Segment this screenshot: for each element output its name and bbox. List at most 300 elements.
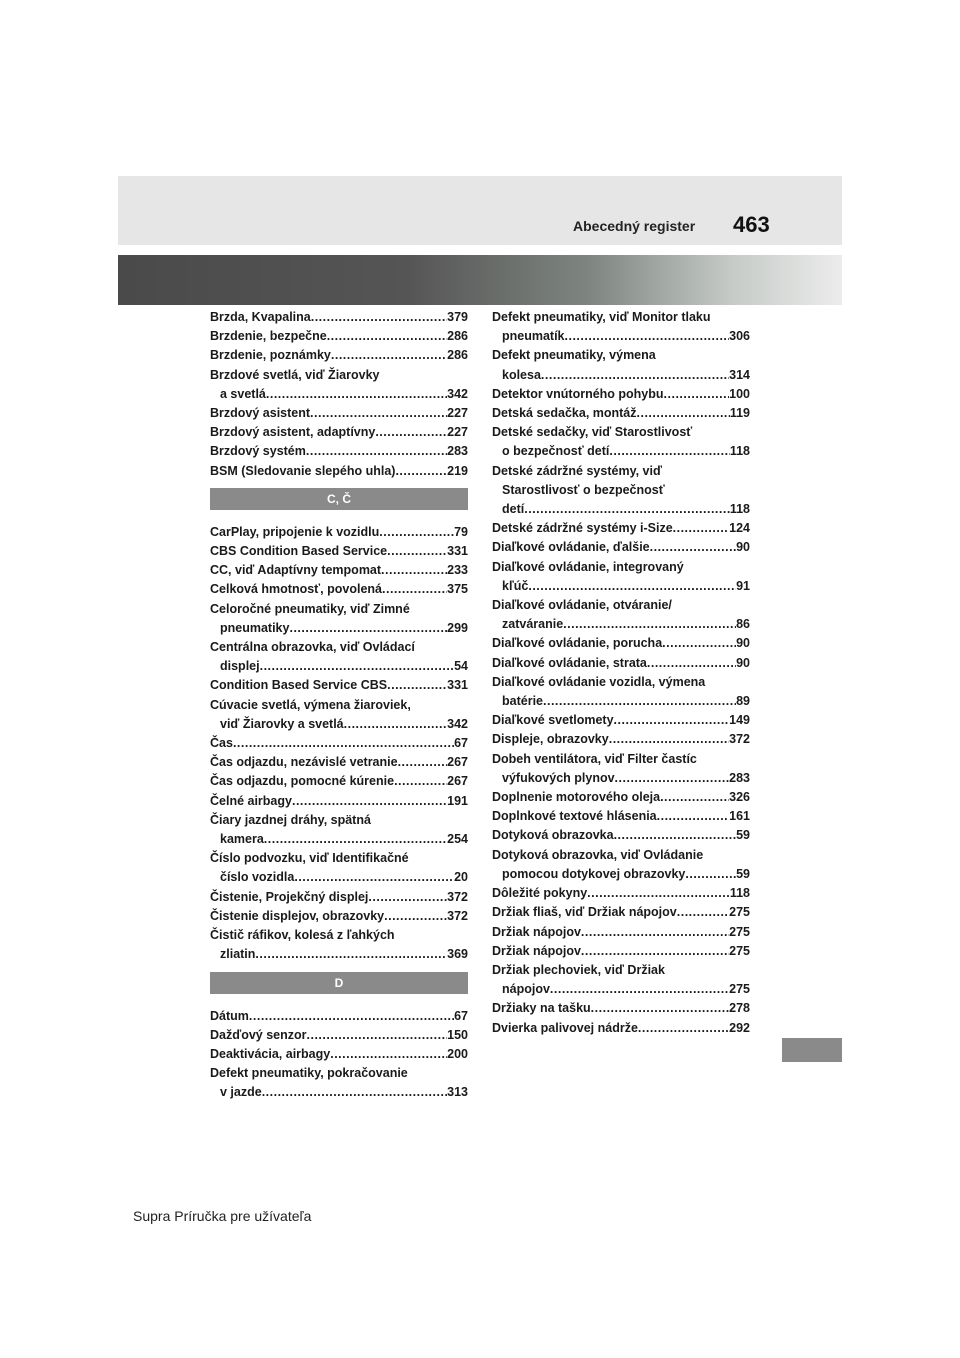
index-entry bbox=[210, 888, 468, 907]
index-entry-line bbox=[210, 561, 468, 580]
index-entry-line bbox=[492, 711, 750, 730]
index-entry-term: displej bbox=[220, 659, 260, 674]
index-entry-line bbox=[210, 811, 468, 830]
index-entry-term: číslo vozidla bbox=[220, 870, 295, 885]
index-entry-line bbox=[492, 1019, 750, 1038]
index-entry bbox=[492, 961, 750, 999]
index-entry-line bbox=[210, 1026, 468, 1045]
index-entry-term: Čiary jazdnej dráhy, spätná bbox=[210, 812, 371, 827]
dot-leader bbox=[524, 500, 730, 519]
index-entry bbox=[210, 366, 468, 404]
index-entry-line bbox=[210, 1045, 468, 1064]
dot-leader bbox=[382, 580, 447, 599]
index-page-ref: 369 bbox=[447, 947, 468, 962]
index-entry-term: viď Žiarovky a svetlá bbox=[220, 716, 344, 731]
index-entry-term: Čistenie displejov, obrazovky bbox=[210, 908, 385, 923]
index-entry bbox=[210, 734, 468, 753]
index-entry-term: pomocou dotykovej obrazovky bbox=[502, 866, 686, 881]
index-entry bbox=[492, 903, 750, 922]
dot-leader bbox=[673, 519, 730, 538]
index-entry bbox=[492, 884, 750, 903]
dot-leader bbox=[563, 615, 736, 634]
index-entry-term: Detská sedačka, montáž bbox=[492, 406, 637, 421]
index-entry bbox=[492, 462, 750, 520]
dot-leader bbox=[543, 692, 736, 711]
index-entry-continuation bbox=[492, 366, 750, 385]
index-entry-line bbox=[492, 884, 750, 903]
index-entry bbox=[210, 442, 468, 461]
index-entry-term: CBS Condition Based Service bbox=[210, 544, 388, 559]
index-page-ref: 149 bbox=[729, 713, 750, 728]
index-entry-term: Diaľkové ovládanie, ďalšie bbox=[492, 540, 650, 555]
index-entry-term: Čelné airbagy bbox=[210, 793, 292, 808]
index-entry-term: Držiaky na tašku bbox=[492, 1001, 591, 1016]
index-entry-term: CC, viď Adaptívny tempomat bbox=[210, 563, 382, 578]
dot-leader bbox=[375, 423, 447, 442]
index-entry bbox=[210, 580, 468, 599]
index-entry-term: Cúvacie svetlá, výmena žiaroviek, bbox=[210, 697, 411, 712]
index-entry bbox=[210, 1045, 468, 1064]
index-entry bbox=[492, 788, 750, 807]
index-entry bbox=[492, 673, 750, 711]
dot-leader bbox=[330, 1045, 447, 1064]
index-page-ref: 86 bbox=[736, 617, 750, 632]
index-entry-term: Diaľkové ovládanie vozidla, výmena bbox=[492, 674, 706, 689]
index-entry-line bbox=[492, 673, 750, 692]
index-page-ref: 254 bbox=[447, 832, 468, 847]
index-group-d-continued bbox=[492, 308, 750, 1038]
dot-leader bbox=[387, 542, 447, 561]
index-entry bbox=[210, 346, 468, 365]
dot-leader bbox=[609, 730, 729, 749]
index-page-ref: 372 bbox=[447, 908, 468, 923]
index-page-ref: 292 bbox=[729, 1020, 750, 1035]
dot-leader bbox=[306, 442, 447, 461]
section-title: Abecedný register bbox=[573, 218, 696, 234]
index-entry-line bbox=[492, 654, 750, 673]
index-entry-line bbox=[492, 999, 750, 1018]
dot-leader bbox=[662, 634, 736, 653]
index-entry-continuation bbox=[210, 715, 468, 734]
index-entry-line bbox=[492, 404, 750, 423]
page-number: 463 bbox=[733, 212, 770, 237]
dot-leader bbox=[294, 868, 454, 887]
index-entry bbox=[210, 404, 468, 423]
index-page-ref: 161 bbox=[729, 809, 750, 824]
index-entry-line bbox=[210, 753, 468, 772]
index-entry-line bbox=[210, 638, 468, 657]
index-entry-term: Brzdový asistent bbox=[210, 406, 311, 421]
index-entry-term: Diaľkové ovládanie, otváranie/ bbox=[492, 598, 672, 613]
index-entry-line bbox=[492, 730, 750, 749]
index-entry-line bbox=[210, 676, 468, 695]
index-entry-line bbox=[492, 903, 750, 922]
index-entry bbox=[210, 792, 468, 811]
index-page-ref: 267 bbox=[447, 755, 468, 770]
index-entry bbox=[492, 807, 750, 826]
index-entry-term: kolesa bbox=[502, 367, 541, 382]
index-entry-term: Číslo podvozku, viď Identifikačné bbox=[210, 851, 409, 866]
index-entry-term: Diaľkové ovládanie, integrovaný bbox=[492, 559, 684, 574]
index-entry-line bbox=[492, 826, 750, 845]
dot-leader bbox=[331, 346, 447, 365]
index-entry bbox=[210, 423, 468, 442]
index-entry-term: Dôležité pokyny bbox=[492, 886, 588, 901]
index-entry-line bbox=[492, 923, 750, 942]
index-entry-term: Doplnenie motorového oleja bbox=[492, 790, 661, 805]
index-entry-term: Čas odjazdu, nezávislé vetranie bbox=[210, 755, 398, 770]
index-page-ref: 275 bbox=[729, 924, 750, 939]
index-entry bbox=[210, 926, 468, 964]
index-entry-term: Dotyková obrazovka bbox=[492, 828, 614, 843]
index-page-ref: 227 bbox=[447, 406, 468, 421]
index-entry bbox=[492, 711, 750, 730]
index-entry bbox=[210, 696, 468, 734]
index-entry bbox=[492, 385, 750, 404]
index-page-ref: 89 bbox=[736, 694, 750, 709]
dot-leader bbox=[541, 366, 729, 385]
index-page-ref: 59 bbox=[736, 866, 750, 881]
dot-leader bbox=[368, 888, 447, 907]
dot-leader bbox=[395, 462, 447, 481]
index-entry-term: Deaktivácia, airbagy bbox=[210, 1046, 331, 1061]
index-entry-term: Dátum bbox=[210, 1008, 249, 1023]
index-entry bbox=[210, 1007, 468, 1026]
dot-leader bbox=[614, 826, 737, 845]
index-entry-term: batérie bbox=[502, 694, 543, 709]
index-entry-term: Brzdenie, poznámky bbox=[210, 348, 331, 363]
index-entry-continuation bbox=[210, 868, 468, 887]
index-entry-line bbox=[492, 961, 750, 980]
index-entry bbox=[492, 346, 750, 384]
index-entry-term: pneumatík bbox=[502, 329, 565, 344]
index-page-ref: 91 bbox=[736, 578, 750, 593]
dot-leader bbox=[615, 769, 730, 788]
index-entry-term: Diaľkové svetlomety bbox=[492, 713, 614, 728]
index-group-c bbox=[210, 523, 468, 965]
index-entry-term: Brzdenie, bezpečne bbox=[210, 329, 327, 344]
index-entry-term: Doplnkové textové hlásenia bbox=[492, 809, 657, 824]
index-entry bbox=[492, 846, 750, 884]
index-page-ref: 67 bbox=[454, 736, 468, 751]
index-page-ref: 219 bbox=[447, 463, 468, 478]
dot-leader bbox=[581, 923, 729, 942]
index-entry bbox=[492, 558, 750, 596]
decorative-gradient-bar bbox=[118, 255, 842, 305]
index-entry-line bbox=[492, 308, 750, 327]
index-entry bbox=[492, 519, 750, 538]
thumb-tab bbox=[782, 1038, 842, 1062]
index-entry-term: Čistič ráfikov, kolesá z ľahkých bbox=[210, 928, 395, 943]
index-entry-term: Diaľkové ovládanie, strata bbox=[492, 655, 647, 670]
index-entry-line bbox=[492, 942, 750, 961]
index-entry bbox=[210, 753, 468, 772]
index-entry-term: v jazde bbox=[220, 1085, 262, 1100]
index-entry-term: Celková hmotnosť, povolená bbox=[210, 582, 382, 597]
index-entry-term: Detské sedačky, viď Starostlivosť bbox=[492, 425, 693, 440]
index-page-ref: 372 bbox=[447, 889, 468, 904]
index-page-ref: 275 bbox=[729, 905, 750, 920]
index-entry-continuation bbox=[492, 577, 750, 596]
index-entry-line bbox=[492, 807, 750, 826]
index-page-ref: 118 bbox=[729, 444, 750, 459]
index-entry-term: Defekt pneumatiky, pokračovanie bbox=[210, 1066, 408, 1081]
index-entry-term: Detské zádržné systémy, viď bbox=[492, 463, 662, 478]
index-entry-term: CarPlay, pripojenie k vozidlu bbox=[210, 524, 380, 539]
index-entry-term: Brzdový systém bbox=[210, 444, 306, 459]
index-entry-term: Starostlivosť o bezpečnosť bbox=[502, 482, 665, 497]
index-entry-line bbox=[492, 346, 750, 365]
index-page-ref: 275 bbox=[729, 943, 750, 958]
index-entry bbox=[492, 538, 750, 557]
index-entry-term: o bezpečnosť detí bbox=[502, 444, 610, 459]
index-entry-term: Držiak fliaš, viď Držiak nápojov bbox=[492, 905, 677, 920]
index-page-ref: 79 bbox=[454, 524, 468, 539]
dot-leader bbox=[289, 619, 447, 638]
dot-leader bbox=[262, 1083, 447, 1102]
index-entry-line bbox=[210, 849, 468, 868]
index-page-ref: 283 bbox=[729, 770, 750, 785]
index-entry-term: detí bbox=[502, 502, 525, 517]
index-page-ref: 54 bbox=[454, 659, 468, 674]
index-entry-continuation bbox=[210, 619, 468, 638]
index-entry-term: Brzdový asistent, adaptívny bbox=[210, 425, 376, 440]
index-entry-term: Dotyková obrazovka, viď Ovládanie bbox=[492, 847, 704, 862]
index-entry-continuation bbox=[492, 865, 750, 884]
index-entry bbox=[210, 907, 468, 926]
index-entry-term: Centrálna obrazovka, viď Ovládací bbox=[210, 640, 415, 655]
index-entry bbox=[492, 308, 750, 346]
index-entry bbox=[210, 542, 468, 561]
index-entry-term: Držiak nápojov bbox=[492, 924, 581, 939]
index-page-ref: 90 bbox=[736, 655, 750, 670]
index-entry bbox=[492, 654, 750, 673]
index-column-right bbox=[492, 308, 750, 1038]
index-entry-continuation bbox=[210, 945, 468, 964]
dot-leader bbox=[677, 903, 729, 922]
index-entry-term: Čas odjazdu, pomocné kúrenie bbox=[210, 774, 395, 789]
index-entry-line bbox=[492, 519, 750, 538]
index-entry-line bbox=[210, 366, 468, 385]
index-entry-term: kľúč bbox=[502, 578, 529, 593]
letter-header-d: D bbox=[210, 972, 468, 994]
dot-leader bbox=[264, 830, 447, 849]
index-entry bbox=[210, 600, 468, 638]
dot-leader bbox=[398, 753, 448, 772]
index-entry-term: Čistenie, Projekčný displej bbox=[210, 889, 369, 904]
index-entry-continuation bbox=[210, 830, 468, 849]
index-page-ref: 150 bbox=[447, 1027, 468, 1042]
index-entry-line bbox=[210, 580, 468, 599]
index-entry bbox=[492, 923, 750, 942]
index-page-ref: 227 bbox=[447, 425, 468, 440]
index-page-ref: 379 bbox=[447, 310, 468, 324]
index-entry-line bbox=[210, 1064, 468, 1083]
index-page-ref: 100 bbox=[729, 386, 750, 401]
index-entry bbox=[492, 730, 750, 749]
index-entry-line bbox=[210, 346, 468, 365]
index-entry-term: Brzdové svetlá, viď Žiarovky bbox=[210, 367, 380, 382]
dot-leader bbox=[637, 404, 730, 423]
index-page-ref: 200 bbox=[447, 1046, 468, 1061]
index-entry-term: kamera bbox=[220, 832, 264, 847]
index-entry-term: výfukových plynov bbox=[502, 770, 615, 785]
dot-leader bbox=[660, 788, 729, 807]
letter-header-c: C, Č bbox=[210, 488, 468, 510]
dot-leader bbox=[379, 523, 454, 542]
index-entry-continuation bbox=[210, 385, 468, 404]
index-entry-term: pneumatiky bbox=[220, 620, 290, 635]
index-entry bbox=[210, 676, 468, 695]
index-entry-term: Držiak nápojov bbox=[492, 943, 581, 958]
index-page-ref: 20 bbox=[454, 870, 468, 885]
dot-leader bbox=[249, 1007, 454, 1026]
index-page-ref: 331 bbox=[447, 678, 468, 693]
index-entry-term: a svetlá bbox=[220, 386, 266, 401]
index-entry-term: Brzda, Kvapalina bbox=[210, 310, 311, 324]
index-entry-line bbox=[210, 404, 468, 423]
index-entry-continuation bbox=[210, 657, 468, 676]
index-entry-term: Defekt pneumatiky, viď Monitor tlaku bbox=[492, 310, 711, 324]
index-entry-continuation bbox=[210, 1083, 468, 1102]
index-entry-continuation bbox=[492, 327, 750, 346]
index-entry-continuation bbox=[492, 500, 750, 519]
dot-leader bbox=[581, 942, 729, 961]
dot-leader bbox=[685, 865, 736, 884]
index-entry-line bbox=[210, 772, 468, 791]
index-entry-term: nápojov bbox=[502, 982, 550, 997]
index-entry-line bbox=[210, 423, 468, 442]
dot-leader bbox=[310, 404, 447, 423]
index-page-ref: 59 bbox=[736, 828, 750, 843]
index-group-b bbox=[210, 308, 468, 481]
index-entry-line bbox=[210, 523, 468, 542]
index-entry-term: Diaľkové ovládanie, porucha bbox=[492, 636, 663, 651]
index-page-ref: 118 bbox=[729, 502, 750, 517]
index-column-left bbox=[210, 308, 468, 1103]
index-page-ref: 375 bbox=[447, 582, 468, 597]
index-entry-line bbox=[210, 327, 468, 346]
index-entry-continuation bbox=[492, 692, 750, 711]
index-entry-line bbox=[210, 308, 468, 327]
dot-leader bbox=[292, 792, 447, 811]
index-entry-term: Detektor vnútorného pohybu bbox=[492, 386, 664, 401]
index-entry-line bbox=[210, 926, 468, 945]
index-entry-continuation bbox=[492, 615, 750, 634]
index-entry-line bbox=[210, 792, 468, 811]
index-entry-line bbox=[492, 538, 750, 557]
index-page-ref: 372 bbox=[729, 732, 750, 747]
index-page-ref: 233 bbox=[447, 563, 468, 578]
dot-leader bbox=[255, 945, 447, 964]
dot-leader bbox=[650, 538, 736, 557]
index-page-ref: 118 bbox=[729, 886, 750, 901]
index-entry-line bbox=[492, 596, 750, 615]
dot-leader bbox=[664, 385, 730, 404]
dot-leader bbox=[387, 676, 447, 695]
index-page-ref: 286 bbox=[447, 348, 468, 363]
index-entry-continuation bbox=[492, 769, 750, 788]
dot-leader bbox=[327, 327, 447, 346]
index-page-ref: 275 bbox=[729, 982, 750, 997]
index-entry-line bbox=[210, 542, 468, 561]
index-entry-line bbox=[210, 734, 468, 753]
dot-leader bbox=[614, 711, 730, 730]
dot-leader bbox=[647, 654, 736, 673]
dot-leader bbox=[344, 715, 448, 734]
dot-leader bbox=[381, 561, 447, 580]
index-entry bbox=[210, 561, 468, 580]
index-entry-line bbox=[210, 907, 468, 926]
index-entry-continuation bbox=[492, 481, 750, 500]
dot-leader bbox=[394, 772, 447, 791]
index-entry-term: Detské zádržné systémy i-Size bbox=[492, 521, 673, 536]
index-entry-term: Čas bbox=[210, 736, 233, 751]
footer-text: Supra Príručka pre užívateľa bbox=[133, 1208, 312, 1224]
dot-leader bbox=[657, 807, 730, 826]
index-entry bbox=[492, 404, 750, 423]
dot-leader bbox=[528, 577, 736, 596]
dot-leader bbox=[565, 327, 730, 346]
index-page-ref: 278 bbox=[729, 1001, 750, 1016]
dot-leader bbox=[591, 999, 729, 1018]
index-entry-line bbox=[210, 1007, 468, 1026]
index-entry-term: Displeje, obrazovky bbox=[492, 732, 609, 747]
index-entry-term: Condition Based Service CBS bbox=[210, 678, 388, 693]
dot-leader bbox=[266, 385, 447, 404]
index-page-ref: 283 bbox=[447, 444, 468, 459]
dot-leader bbox=[311, 308, 447, 327]
index-entry-term: Dažďový senzor bbox=[210, 1027, 307, 1042]
index-page-ref: 326 bbox=[729, 790, 750, 805]
index-entry-line bbox=[210, 442, 468, 461]
index-entry-line bbox=[492, 462, 750, 481]
index-page-ref: 286 bbox=[447, 329, 468, 344]
index-page-ref: 90 bbox=[736, 636, 750, 651]
dot-leader bbox=[609, 442, 729, 461]
index-entry-line bbox=[210, 600, 468, 619]
index-page-ref: 331 bbox=[447, 544, 468, 559]
index-entry bbox=[492, 942, 750, 961]
index-entry-line bbox=[492, 788, 750, 807]
index-page-ref: 67 bbox=[454, 1008, 468, 1023]
index-entry bbox=[210, 849, 468, 887]
index-entry-line bbox=[492, 750, 750, 769]
index-entry-term: Držiak plechoviek, viď Držiak bbox=[492, 962, 665, 977]
index-entry bbox=[210, 308, 468, 327]
index-entry-term: Celoročné pneumatiky, viď Zimné bbox=[210, 601, 410, 616]
index-entry bbox=[210, 523, 468, 542]
index-entry-continuation bbox=[492, 980, 750, 999]
index-page-ref: 299 bbox=[447, 620, 468, 635]
index-entry-term: Dvierka palivovej nádrže bbox=[492, 1020, 638, 1035]
index-entry bbox=[210, 1026, 468, 1045]
index-group-d bbox=[210, 1007, 468, 1103]
index-entry bbox=[492, 1019, 750, 1038]
index-entry-term: Defekt pneumatiky, výmena bbox=[492, 348, 656, 363]
index-entry bbox=[492, 750, 750, 788]
index-entry-line bbox=[492, 634, 750, 653]
index-entry bbox=[492, 634, 750, 653]
index-page-ref: 191 bbox=[447, 793, 468, 808]
index-entry bbox=[210, 1064, 468, 1102]
dot-leader bbox=[260, 657, 455, 676]
index-entry bbox=[210, 638, 468, 676]
index-page-ref: 90 bbox=[736, 540, 750, 555]
dot-leader bbox=[307, 1026, 448, 1045]
dot-leader bbox=[384, 907, 447, 926]
index-entry-line bbox=[492, 385, 750, 404]
